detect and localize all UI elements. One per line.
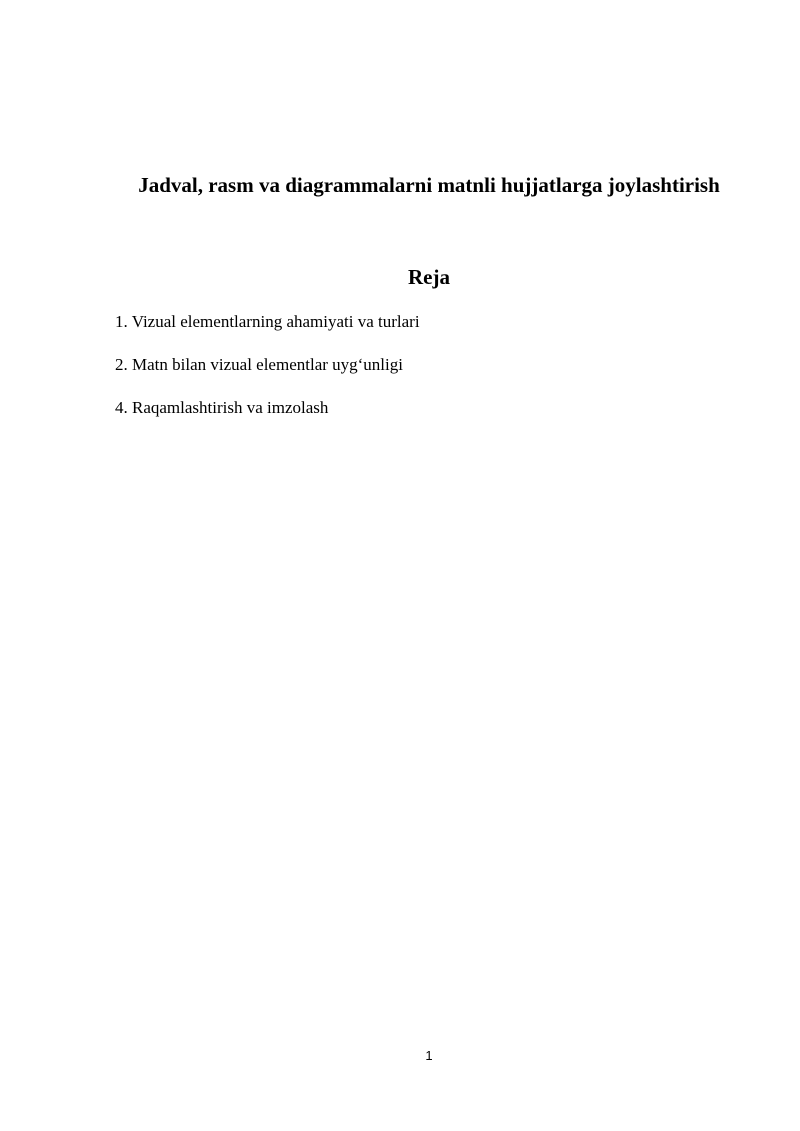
plan-list — [115, 311, 420, 440]
plan-item: 1. Vizual elementlarning ahamiyati va turlari — [115, 312, 420, 331]
plan-heading: Reja — [408, 265, 450, 289]
document-title: Jadval, rasm va diagrammalarni matnli hujjatlarga joylashtirish — [138, 173, 720, 197]
plan-item: 4. Raqamlashtirish va imzolash — [115, 398, 329, 417]
plan-item: 2. Matn bilan vizual elementlar uyg‘unligi — [115, 355, 403, 374]
page-number: 1 — [425, 1048, 433, 1063]
